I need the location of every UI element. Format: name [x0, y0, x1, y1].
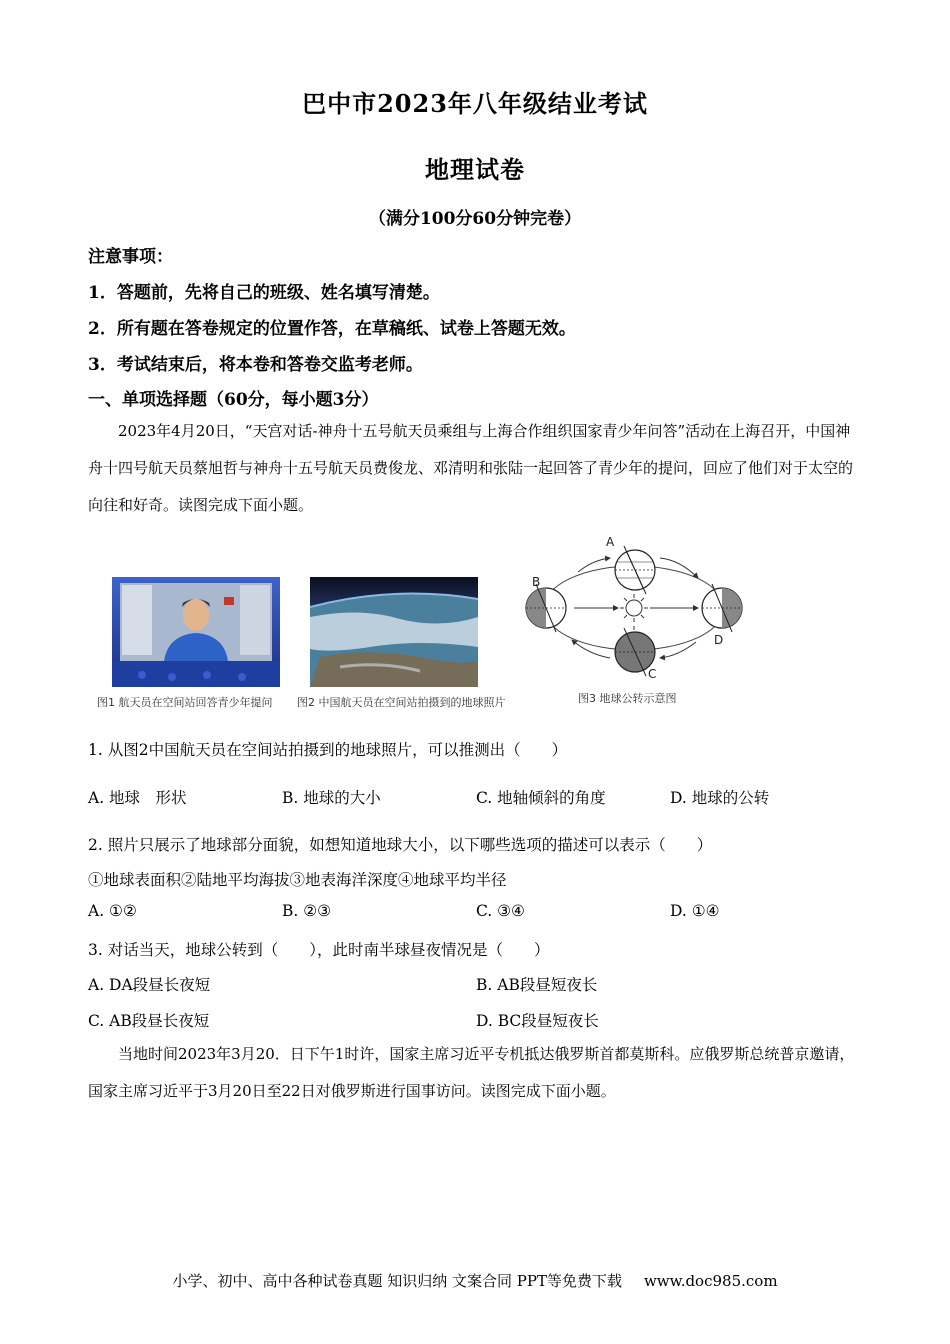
notice-heading: 注意事项：: [88, 247, 173, 267]
question-1-option-d: D. 地球的公转: [670, 789, 770, 807]
revolution-diagram: [518, 530, 750, 690]
notice-item-2: 2．所有题在答卷规定的位置作答，在草稿纸、试卷上答题无效。: [88, 319, 576, 339]
question-1-option-b: B. 地球的大小: [282, 789, 381, 807]
exam-subject: 地理试卷: [425, 155, 525, 184]
question-3-option-d: D. BC段昼短夜长: [476, 1012, 599, 1030]
question-2-stem: 2. 照片只展示了地球部分面貌，如想知道地球大小，以下哪些选项的描述可以表示（ ）: [88, 836, 713, 854]
passage-2: 当地时间2023年3月20．日下午1时许，国家主席习近平专机抵达俄罗斯首都莫斯科。应俄罗斯总统普京邀请，国家主席习近平于3月20日至22日对俄罗斯进行国事访问。读图完成下面小题。: [88, 1045, 855, 1100]
section-heading: 一、单项选择题（60分，每小题3分）: [88, 390, 379, 410]
label-d: D: [714, 633, 724, 647]
label-a: A: [606, 535, 615, 549]
earth-photo: [310, 577, 478, 687]
question-3-option-c: C. AB段昼长夜短: [88, 1012, 210, 1030]
question-1-stem: 1. 从图2中国航天员在空间站拍摄到的地球照片，可以推测出（ ）: [88, 741, 568, 759]
question-1-option-a: A. 地球 形状: [88, 789, 187, 807]
label-b: B: [532, 575, 541, 589]
figure-3-caption: 图3 地球公转示意图: [578, 692, 677, 705]
label-c: C: [648, 667, 657, 681]
figure-2-caption: 图2 中国航天员在空间站拍摄到的地球照片: [297, 696, 506, 709]
footer: [0, 1270, 950, 1291]
exam-info: （满分100分60分钟完卷）: [368, 209, 582, 229]
passage-1: 2023年4月20日，“天宫对话-神舟十五号航天员乘组与上海合作组织国家青少年问答”活动在上海召开，中国神舟十四号航天员蔡旭哲与神舟十五号航天员费俊龙、邓清明和张陆一起回答了青少年的提问，回应了他们对于太空的向往和好奇。读图完成下面小题。: [88, 422, 854, 514]
question-2-items: ①地球表面积②陆地平均海拔③地表海洋深度④地球平均半径: [88, 871, 507, 889]
question-3-stem: 3. 对话当天，地球公转到（ ），此时南半球昼夜情况是（ ）: [88, 941, 550, 959]
question-2-option-d: D. ①④: [670, 902, 720, 920]
figure-1-caption: 图1 航天员在空间站回答青少年提问: [97, 696, 273, 709]
figure-2-earth-photo: [310, 577, 478, 687]
notice-item-3: 3．考试结束后，将本卷和答卷交监考老师。: [88, 355, 423, 375]
question-3-option-a: A. DA段昼长夜短: [88, 976, 211, 994]
question-2-option-a: A. ①②: [88, 902, 137, 920]
figure-1-astronaut: [112, 577, 280, 687]
footer-url[interactable]: www.doc985.com: [643, 1272, 778, 1290]
question-2-option-b: B. ②③: [282, 902, 332, 920]
footer-text: 小学、初中、高中各种试卷真题 知识归纳 文案合同 PPT等免费下载: [172, 1272, 622, 1290]
astronaut-photo: [112, 577, 280, 687]
exam-title: 巴中市2023年八年级结业考试: [302, 89, 648, 118]
question-3-option-b: B. AB段昼短夜长: [476, 976, 598, 994]
question-2-option-c: C. ③④: [476, 902, 525, 920]
question-1-option-c: C. 地轴倾斜的角度: [476, 789, 606, 807]
figure-3-revolution-diagram: [518, 530, 750, 690]
notice-item-1: 1．答题前，先将自己的班级、姓名填写清楚。: [88, 283, 440, 303]
